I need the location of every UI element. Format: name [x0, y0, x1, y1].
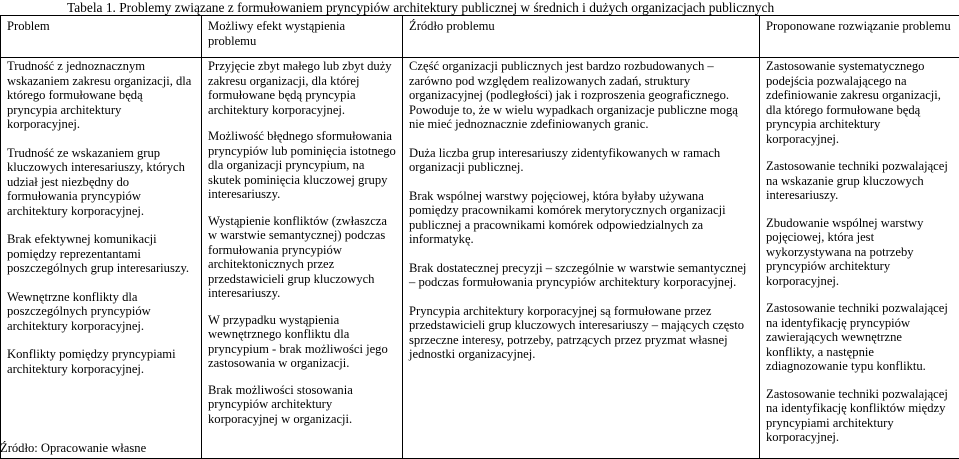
effect-entry: Przyjęcie zbyt małego lub zbyt duży zakresu organizacji, dla której formułowane będą pryncypia architektury korporacyjnej. [208, 59, 396, 117]
source-entry: Brak dostatecznej precyzji – szczególnie w warstwie semantycznej – podczas formułowania pryncypiów architektury korporacyjnej. [409, 261, 753, 290]
solution-entry: Zastosowanie systematycznego podejścia pozwalającego na zdefiniowanie zakresu organizacji, dla którego formułowane będą pryncypia architektury korporacyjnej. [766, 59, 953, 146]
header-source: Źródło problemu [403, 16, 760, 58]
problem-column [1, 58, 202, 459]
header-problem: Problem [1, 16, 202, 58]
source-entry: Pryncypia architektury korporacyjnej są formułowane przez przedstawicieli grup kluczowych interesariuszy – mających często sprzeczne interesy, potrzeby, patrzących przez pryzmat własnej jednostki organizacyjnej. [409, 304, 753, 362]
header-effect: Możliwy efekt wystąpienia problemu [202, 16, 403, 58]
problems-table [0, 15, 959, 459]
problem-entry: Trudność ze wskazaniem grup kluczowych interesariuszy, których udział jest niezbędny do formułowania pryncypiów architektury korporacyjnej. [7, 146, 195, 219]
problem-entry: Trudność z jednoznacznym wskazaniem zakresu organizacji, dla którego formułowane będą pryncypia architektury korporacyjnej. [7, 59, 195, 132]
source-entry: Duża liczba grup interesariuszy zidentyfikowanych w ramach organizacji publicznej. [409, 146, 753, 175]
source-entry: Część organizacji publicznych jest bardzo rozbudowanych – zarówno pod względem realizowanych zadań, struktury organizacyjnej (podległości) jak i rozproszenia geograficznego. Powoduje to, że w wielu wypadkach organizacje publiczne mogą nie mieć jednoznacznie zdefiniowanych granic. [409, 59, 753, 132]
effect-entry: Brak możliwości stosowania pryncypiów architektury korporacyjnej w organizacji. [208, 383, 396, 427]
effect-column [202, 58, 403, 459]
effect-entry: Wystąpienie konfliktów (zwłaszcza w warstwie semantycznej) podczas formułowania pryncypiów architektonicznych przez przedstawicieli grup kluczowych interesariuszy. [208, 214, 396, 301]
source-column [403, 58, 760, 459]
problem-entry: Brak efektywnej komunikacji pomiędzy reprezentantami poszczególnych grup interesariuszy. [7, 232, 195, 276]
problem-entry: Wewnętrzne konflikty dla poszczególnych pryncypiów architektury korporacyjnej. [7, 290, 195, 334]
effect-entry: W przypadku wystąpienia wewnętrznego konfliktu dla pryncypium - brak możliwości jego zastosowania w organizacji. [208, 313, 396, 371]
solution-entry: Zastosowanie techniki pozwalającej na identyfikację konfliktów między pryncypiami architektury korporacyjnej. [766, 387, 953, 445]
solution-entry: Zastosowanie techniki pozwalającej na identyfikację pryncypiów zawierających wewnętrzne konflikty, a następnie zdiagnozowanie typu konfliktu. [766, 301, 953, 374]
table-caption: Tabela 1. Problemy związane z formułowaniem pryncypiów architektury publicznej w średnich i dużych organizacjach publicznych [67, 0, 957, 15]
source-entry: Brak wspólnej warstwy pojęciowej, która byłaby używana pomiędzy pracownikami komórek merytorycznych organizacji publicznej a pracownikami komórek odpowiedzialnych za informatykę. [409, 189, 753, 247]
header-row [1, 16, 959, 58]
solution-column [760, 58, 959, 459]
solution-entry: Zbudowanie wspólnej warstwy pojęciowej, która jest wykorzystywana na potrzeby pryncypiów architektury korporacyjnej. [766, 216, 953, 289]
solution-entry: Zastosowanie techniki pozwalającej na wskazanie grup kluczowych interesariuszy. [766, 159, 953, 203]
problem-entry: Konflikty pomiędzy pryncypiami architektury korporacyjnej. [7, 347, 195, 376]
header-solution: Proponowane rozwiązanie problemu [760, 16, 959, 58]
effect-entry: Możliwość błędnego sformułowania pryncypiów lub pominięcia istotnego dla organizacji pryncypium, na skutek pominięcia kluczowej grupy interesariuszy. [208, 129, 396, 202]
source-note: Źródło: Opracowanie własne [0, 441, 146, 456]
table-row [1, 58, 959, 459]
